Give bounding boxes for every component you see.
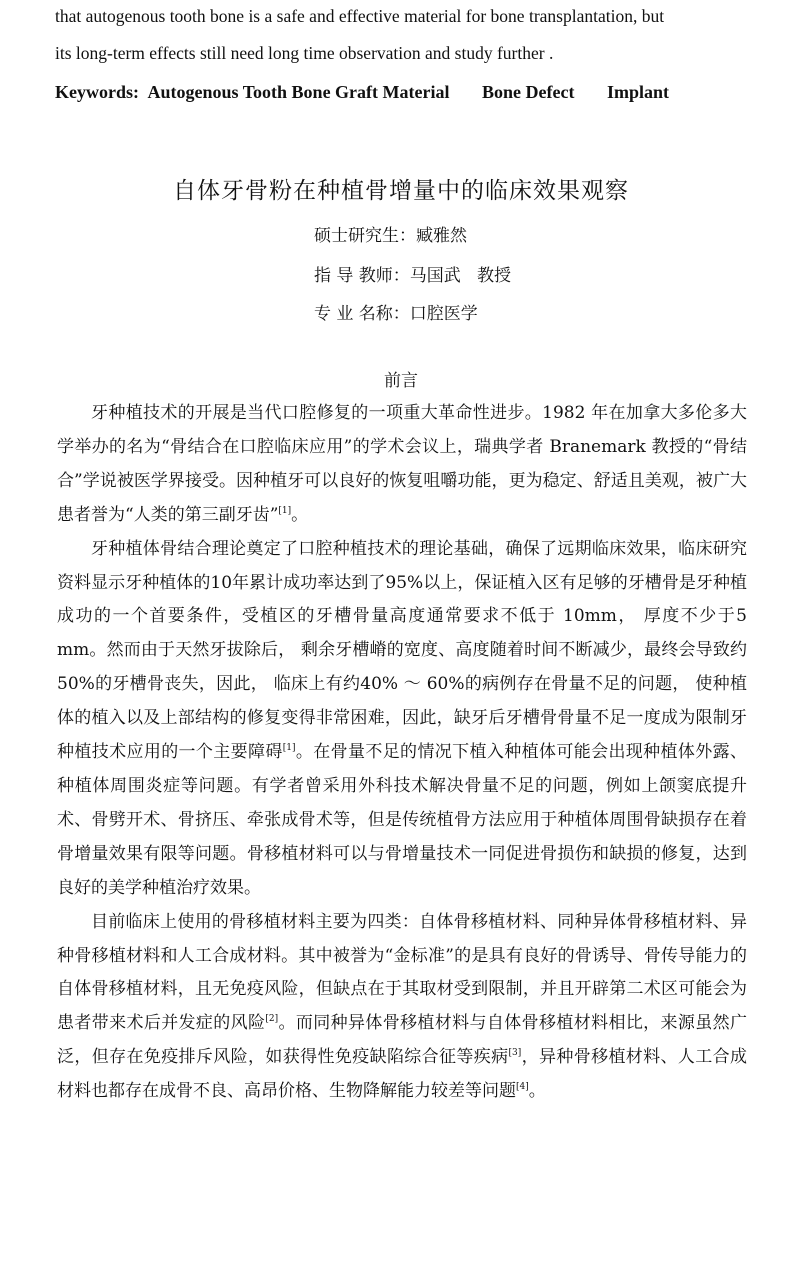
citation: [1] xyxy=(278,505,292,516)
meta-student: 硕士研究生：臧雅然 xyxy=(314,226,467,246)
paper-title: 自体牙骨粉在种植骨增量中的临床效果观察 xyxy=(173,178,629,204)
paragraph-1 xyxy=(57,397,747,533)
citation: [2] xyxy=(265,1014,279,1025)
keyword-1: Autogenous Tooth Bone Graft Material xyxy=(147,82,450,102)
paragraph-1-text: 牙种植技术的开展是当代口腔修复的一项重大革命性进步。1982 年在加拿大多伦多大学举办的名为“骨结合在口腔临床应用”的学术会议上，瑞典学者 Branemark 教授的“骨结合”学说被医学界接受。因种植牙可以良好的恢复咀嚼功能，更为稳定、舒适且美观，被广大患者誉为“人类的第三副牙齿” xyxy=(57,403,747,525)
paragraph-3-tail: 。而同种异体骨移植材料与自体骨移植材料相比，来源虽然广泛，但存在免疫排斥风险，如获得性免疫缺陷综合征等疾病 xyxy=(57,1013,748,1068)
citation: [1] xyxy=(282,743,296,754)
section-heading: 前言 xyxy=(384,371,418,391)
keywords-label: Keywords: xyxy=(55,82,139,102)
paragraph-3 xyxy=(57,906,747,1109)
paragraph-2-text: 牙种植体骨结合理论奠定了口腔种植技术的理论基础，确保了远期临床效果，临床研究资料显示牙种植体的10年累计成功率达到了95%以上，保证植入区有足够的牙槽骨是牙种植成功的一个首要条件，受植区的牙槽骨量高度通常要求不低于 10mm， 厚度不少于5 mm。然而由于天然牙拔除后， 剩余牙槽嵴的宽度、高度随着时间不断减少，最终会导致约50%的牙槽骨丧失，因此， 临床上有约40% ～ 60%的病例存在骨量不足的问题， 使种植体的植入以及上部结构的修复变得非常困难，因此，缺牙后牙槽骨骨量不足一度成为限制牙种植技术应用的一个主要障碍 xyxy=(57,538,747,763)
paragraph-1-tail: 。 xyxy=(291,504,309,525)
paragraph-3-tail-2: ，异种骨移植材料、人工合成材料也都存在成骨不良、高昂价格、生物降解能力较差等问题 xyxy=(57,1047,747,1102)
paragraph-2-tail: 。在骨量不足的情况下植入种植体可能会出现种植体外露、种植体周围炎症等问题。有学者曾采用外科技术解决骨量不足的问题，例如上颌窦底提升术、骨劈开术、骨挤压、牵张成骨术等，但是传统植骨方法应用于种植体周围骨缺损存在着骨增量效果有限等问题。骨移植材料可以与骨增量技术一同促进骨损伤和缺损的修复，达到良好的美学种植治疗效果。 xyxy=(57,742,747,898)
citation: [3] xyxy=(508,1048,522,1059)
keyword-2: Bone Defect xyxy=(482,82,575,102)
paragraph-3-text: 目前临床上使用的骨移植材料主要为四类：自体骨移植材料、同种异体骨移植材料、异种骨移植材料和人工合成材料。其中被誉为“金标准”的是具有良好的骨诱导、骨传导能力的自体骨移植材料，且无免疫风险，但缺点在于其取材受到限制，并且开辟第二术区可能会为患者带来术后并发症的风险 xyxy=(57,911,747,1034)
abstract-line-1: that autogenous tooth bone is a safe and effective material for bone transplantation, but xyxy=(55,6,665,26)
citation: [4] xyxy=(516,1082,529,1093)
paragraph-2 xyxy=(57,533,747,906)
meta-advisor: 指 导 教师：马国武 教授 xyxy=(314,266,512,286)
abstract-line-2: its long-term effects still need long time observation and study further . xyxy=(55,43,554,63)
keywords-line xyxy=(55,82,669,103)
meta-major: 专 业 名称：口腔医学 xyxy=(314,304,478,324)
paragraph-3-tail-3: 。 xyxy=(528,1081,546,1102)
keyword-3: Implant xyxy=(606,82,669,102)
body-text xyxy=(57,397,747,1109)
